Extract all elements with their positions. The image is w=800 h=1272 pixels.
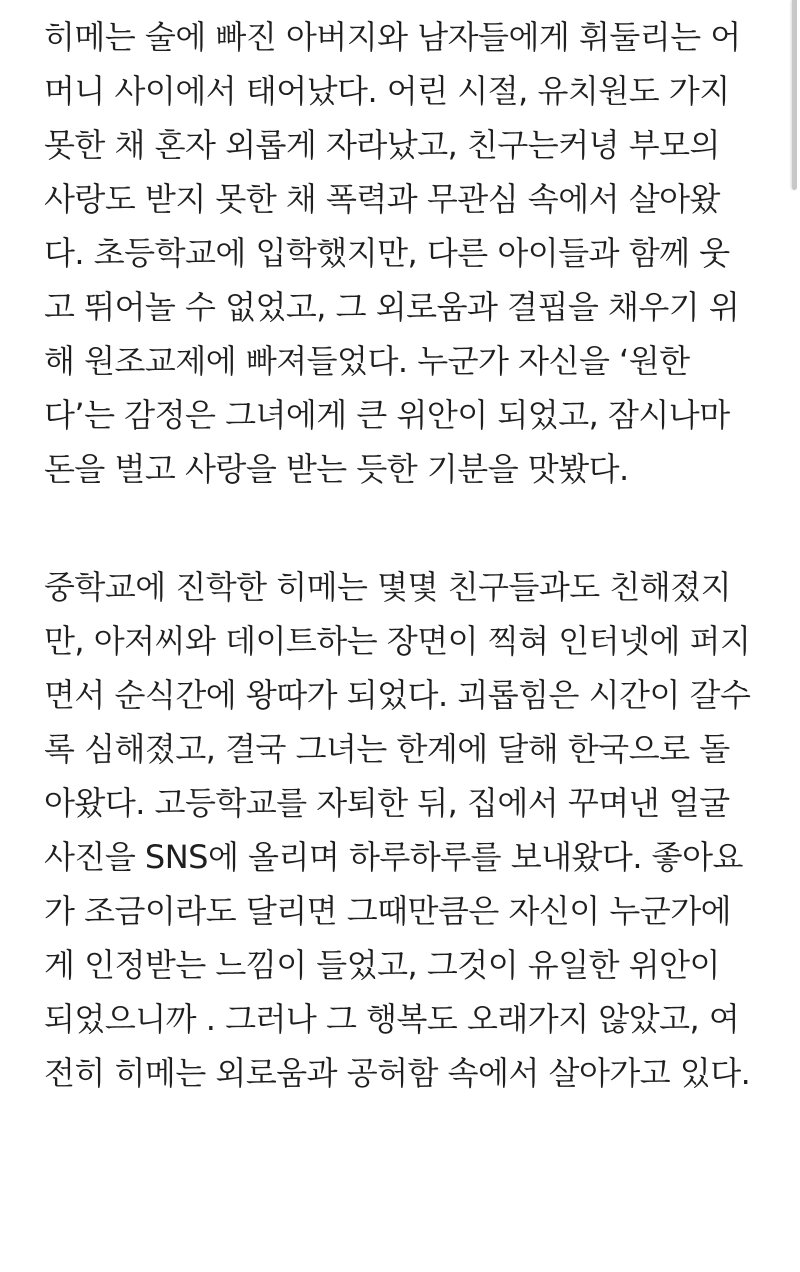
text-line: 게 인정받는 느낌이 들었고, 그것이 유일한 위안이 xyxy=(44,946,720,984)
text-line: 해 원조교제에 빠져들었다. 누군가 자신을 ‘원한 xyxy=(44,342,690,380)
text-line: 중학교에 진학한 히메는 몇몇 친구들과도 친해졌지 xyxy=(44,568,732,606)
text-line: 만, 아저씨와 데이트하는 장면이 찍혀 인터넷에 퍼지 xyxy=(44,622,751,660)
text-line: 사진을 SNS에 올리며 하루하루를 보내왔다. 좋아요 xyxy=(44,838,743,876)
text-line: 못한 채 혼자 외롭게 자라났고, 친구는커녕 부모의 xyxy=(44,126,720,164)
text-line: 히메는 술에 빠진 아버지와 남자들에게 휘둘리는 어 xyxy=(44,18,741,56)
text-line: 전히 히메는 외로움과 공허함 속에서 살아가고 있다. xyxy=(44,1054,751,1092)
scrollbar[interactable] xyxy=(788,0,800,190)
text-line: 사랑도 받지 못한 채 폭력과 무관심 속에서 살아왔 xyxy=(44,180,720,218)
text-line: 고 뛰어놀 수 없었고, 그 외로움과 결핍을 채우기 위 xyxy=(44,288,740,326)
text-line: 면서 순식간에 왕따가 되었다. 괴롭힘은 시간이 갈수 xyxy=(44,676,751,714)
text-line: 다. 초등학교에 입학했지만, 다른 아이들과 함께 웃 xyxy=(44,234,730,272)
paragraph-gap xyxy=(44,496,764,560)
text-line: 돈을 벌고 사랑을 받는 듯한 기분을 맛봤다. xyxy=(44,450,629,488)
text-line: 아왔다. 고등학교를 자퇴한 뒤, 집에서 꾸며낸 얼굴 xyxy=(44,784,730,822)
paragraph-1 xyxy=(44,10,764,496)
paragraph-2 xyxy=(44,560,764,1100)
text-line: 다’는 감정은 그녀에게 큰 위안이 되었고, 잠시나마 xyxy=(44,396,730,434)
text-line: 록 심해졌고, 결국 그녀는 한계에 달해 한국으로 돌 xyxy=(44,730,730,768)
text-line: 가 조금이라도 달리면 그때만큼은 자신이 누군가에 xyxy=(44,892,732,930)
text-line: 머니 사이에서 태어났다. 어린 시절, 유치원도 가지 xyxy=(44,72,730,110)
scrollbar-thumb[interactable] xyxy=(792,0,797,190)
text-line: 되었으니까 . 그러나 그 행복도 오래가지 않았고, 여 xyxy=(44,1000,740,1038)
article-body xyxy=(44,10,764,1100)
